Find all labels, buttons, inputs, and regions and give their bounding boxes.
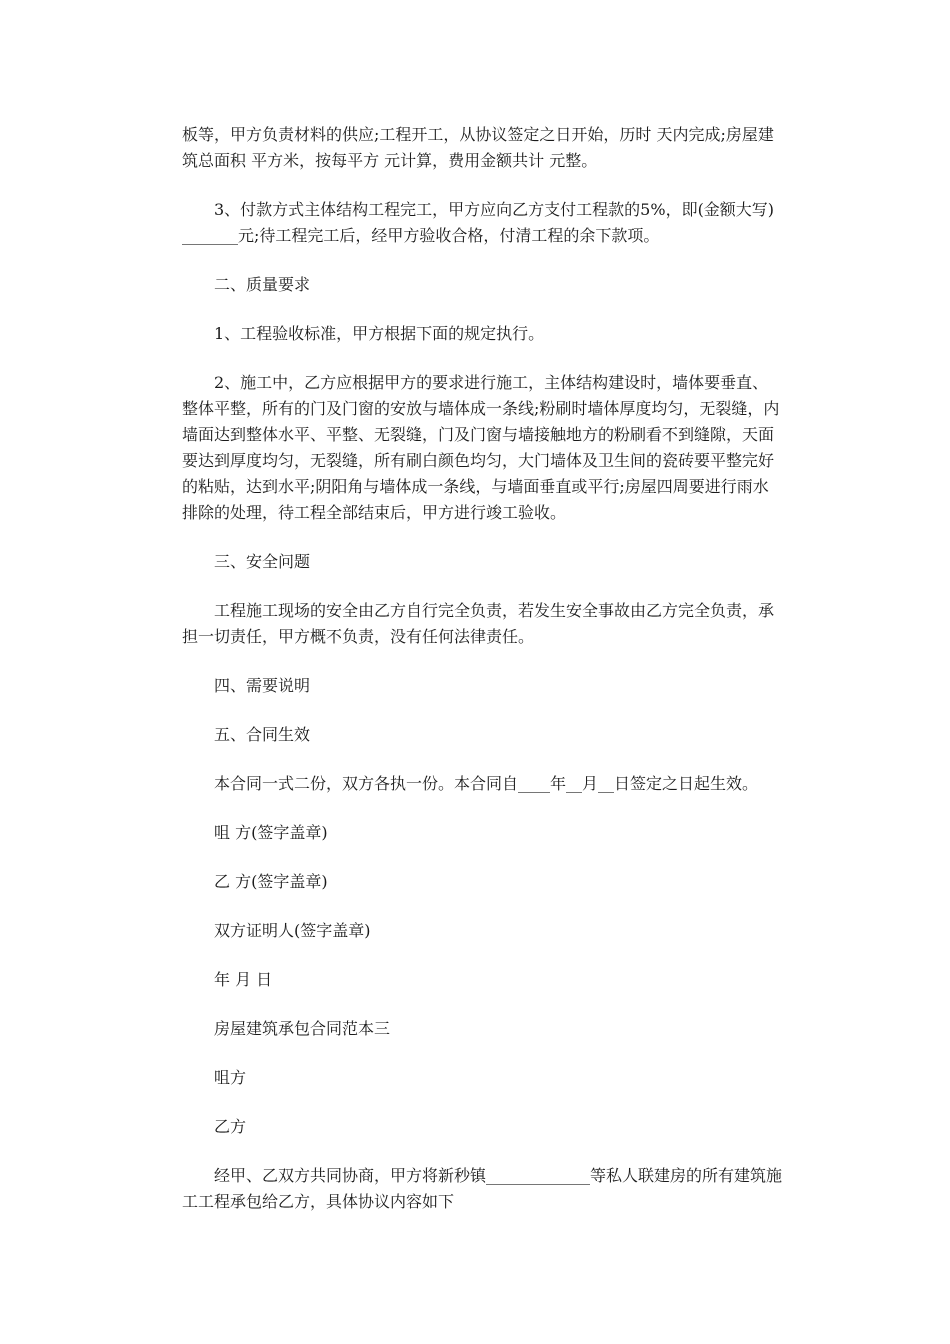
paragraph-acceptance-standard: 1、工程验收标准，甲方根据下面的规定执行。 (214, 324, 545, 343)
heading-contract-effect: 五、合同生效 (214, 725, 311, 744)
signature-party-b: 乙 方(签字盖章) (214, 872, 328, 891)
paragraph-safety-responsibility: 工程施工现场的安全由乙方自行完全负责，若发生安全事故由乙方完全负责，承担一切责任，甲方概不负责，没有任何法律责任。 (182, 601, 775, 646)
heading-quality-requirements: 二、质量要求 (214, 275, 311, 294)
paragraph-contract-copies: 本合同一式二份，双方各执一份。本合同自____年__月__日签定之日起生效。 (214, 774, 759, 793)
heading-safety-issues: 三、安全问题 (214, 552, 311, 571)
signature-date: 年 月 日 (214, 970, 273, 989)
party-b-label: 乙方 (214, 1117, 247, 1136)
party-a-label: 咀方 (214, 1068, 247, 1087)
paragraph-materials-and-area: 板等，甲方负责材料的供应;工程开工，从协议签定之日开始，历时 天内完成;房屋建筑总面积 平方米，按每平方 元计算，费用金额共计 元整。 (182, 125, 774, 170)
signature-witness: 双方证明人(签字盖章) (214, 921, 371, 940)
signature-party-a: 咀 方(签字盖章) (214, 823, 328, 842)
paragraph-construction-requirements: 2、施工中，乙方应根据甲方的要求进行施工，主体结构建设时，墙体要垂直、整体平整，所有的门及门窗的安放与墙体成一条线;粉刷时墙体厚度均匀，无裂缝，内墙面达到整体水平、平整、无裂缝，门及门窗与墙接触地方的粉刷看不到缝隙，天面要达到厚度均匀，无裂缝，所有刷白颜色均匀，大门墙体及卫生间的瓷砖要平整完好的粘贴，达到水平;阴阳角与墙体成一条线，与墙面垂直或平行;房屋四周要进行雨水排除的处理，待工程全部结束后，甲方进行竣工验收。 (182, 373, 780, 522)
paragraph-payment-method: 3、付款方式主体结构工程完工，甲方应向乙方支付工程款的5%，即(金额大写)_______元;待工程完工后，经甲方验收合格，付清工程的余下款项。 (182, 200, 775, 245)
heading-notes: 四、需要说明 (214, 676, 311, 695)
paragraph-agreement-intro: 经甲、乙双方共同协商，甲方将新秒镇_____________等私人联建房的所有建筑施工工程承包给乙方，具体协议内容如下 (182, 1166, 783, 1211)
document-page (182, 122, 782, 1215)
section-title-template-three: 房屋建筑承包合同范本三 (214, 1019, 391, 1038)
